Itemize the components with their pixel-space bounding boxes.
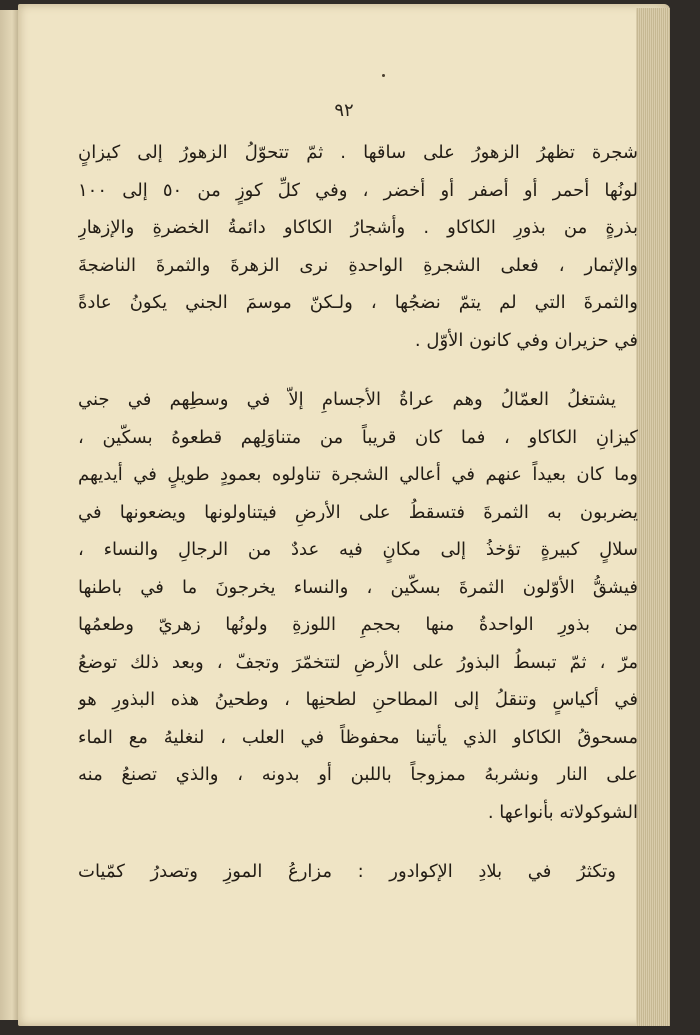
text-line: والإثمار ، فعلى الشجرةِ الواحدةِ نرى الزهرةَ والثمرةَ الناضجةَ: [78, 254, 638, 276]
text-line: وما كان بعيداً عنهم في أعالي الشجرة تناولوه بعمودٍ طويلٍ في أيديهم: [78, 464, 638, 485]
text-line: شجرة تظهرُ الزهورُ على ساقها . ثمّ تتحوّلُ الزهورُ إلى كيزانٍ: [78, 142, 638, 163]
book-page: [18, 4, 670, 1026]
paragraph-gap: [78, 831, 638, 853]
text-line: على النار ونشربهُ ممزوجاً باللبن أو بدونه ، والذي تصنعُ منه: [78, 764, 638, 785]
text-line: من بذورِ الواحدةُ منها بحجمِ اللوزةِ ولونُها زهريّ وطعمُها: [78, 614, 638, 635]
page-number: ٩٢: [334, 100, 354, 121]
text-line: وتكثرُ في بلادِ الإكوادور : مزارعُ الموزِ وتصدرُ كمّيات: [78, 861, 616, 882]
text-line: فيشقُّ الأوّلون الثمرةَ بسكّين ، والنساء يخرجونَ ما في باطنها: [78, 576, 638, 598]
text-line: لونُها أحمر أو أصفر أو أخضر ، وفي كلِّ كوزٍ من ٥٠ إلى ١٠٠: [78, 179, 638, 201]
text-line: يشتغلُ العمّالُ وهم عراةُ الأجسامِ إلاّ في وسطِهم في جني: [78, 389, 616, 410]
text-line: الشوكولاته بأنواعها .: [487, 801, 638, 823]
text-line: بذرةٍ من بذورِ الكاكاو . وأشجارُ الكاكاو دائمةُ الخضرةِ والإزهارِ: [78, 217, 638, 238]
text-line: يضربون به الثمرةَ فتسقطُ على الأرضِ فيتناولونها ويضعونها في: [78, 501, 638, 523]
paragraph-3: [78, 853, 638, 891]
text-line: في حزيران وفي كانون الأوّل .: [414, 329, 638, 351]
text-line: مرّ ، ثمّ تبسطُ البذورُ على الأرضِ لتتخمّرَ وتجفّ ، وبعد ذلك توضعُ: [78, 651, 638, 673]
page-edges-stack: [636, 8, 670, 1026]
text-line: في أكياسٍ وتنقلُ إلى المطاحنِ لطحنِها ، وطحينُ هذه البذورِ هو: [78, 689, 638, 710]
text-line: مسحوقُ الكاكاو الذي يأتينا محفوظاً في العلب ، لنغليهُ مع الماء: [78, 726, 638, 748]
printing-speck: [382, 74, 385, 77]
text-line: والثمرةَ التي لم يتمّ نضجُها ، ولـكنّ موسمَ الجني يكونُ عادةً: [78, 292, 638, 313]
paragraph-2: [78, 381, 638, 831]
paragraph-1: [78, 134, 638, 359]
paragraph-gap: [78, 359, 638, 381]
previous-page-edge: [0, 10, 20, 1020]
body-text: [78, 134, 638, 891]
text-line: كيزانِ الكاكاو ، فما كان قريباً من متناوَلِهم قطعوهُ بسكّين ،: [78, 426, 638, 448]
text-line: سلالٍ كبيرةٍ تؤخذُ إلى مكانٍ فيه عددٌ من الرجالِ والنساء ،: [78, 539, 638, 560]
